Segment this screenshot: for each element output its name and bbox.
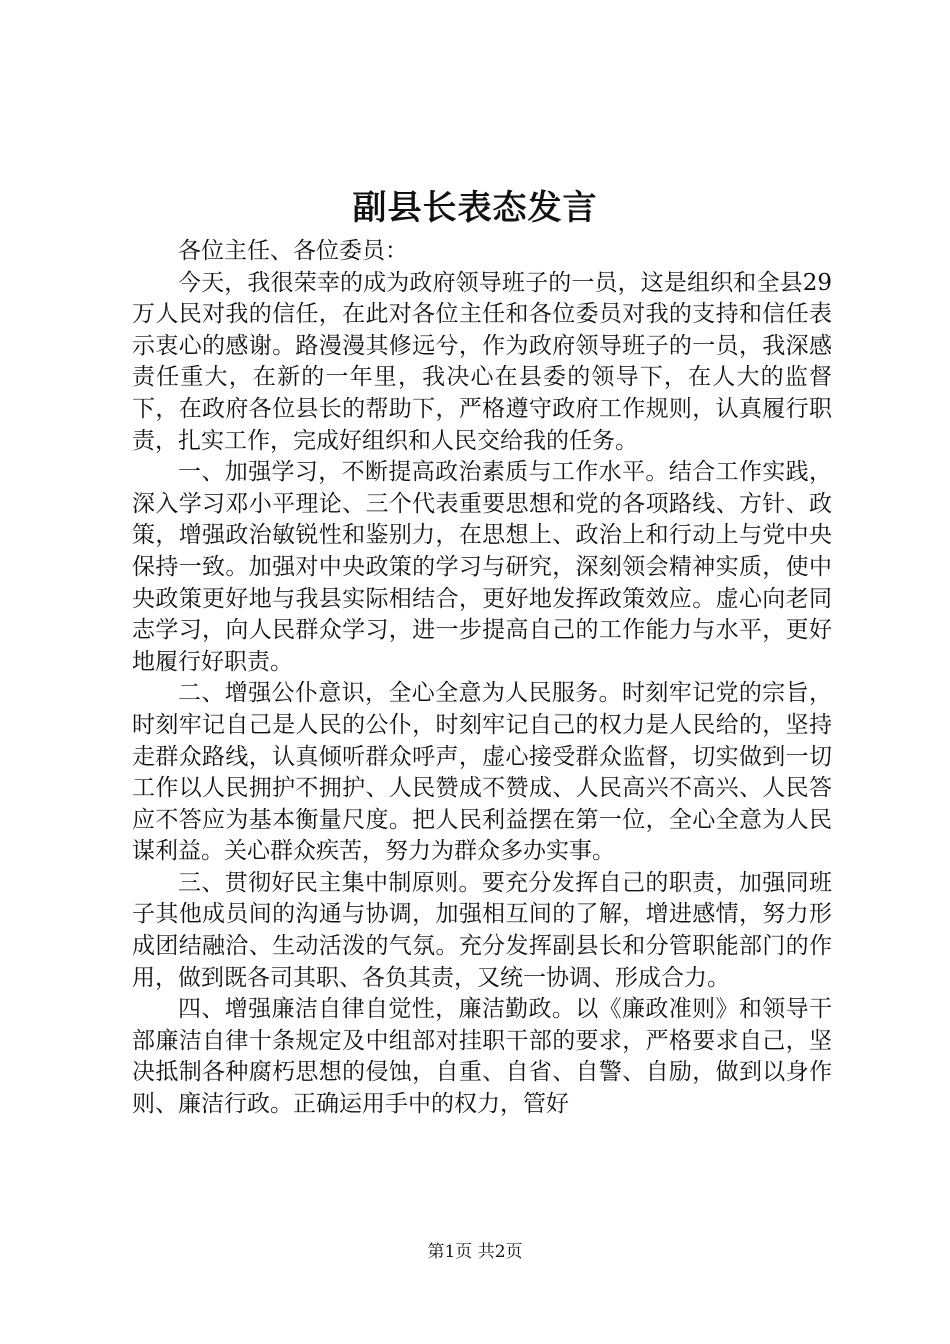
paragraph-intro: 今天，我很荣幸的成为政府领导班子的一员，这是组织和全县29万人民对我的信任，在此对各位主任和各位委员对我的支持和信任表示衷心的感谢。路漫漫其修远兮，作为政府领导班子的一员，我深感责任重大，在新的一年里，我决心在县委的领导下，在人大的监督下，在政府各位县长的帮助下，严格遵守政府工作规则，认真履行职责，扎实工作，完成好组织和人民交给我的任务。: [132, 269, 832, 454]
paragraph-section-3: 三、贯彻好民主集中制原则。要充分发挥自己的职责，加强同班子其他成员间的沟通与协调，加强相互间的了解，增进感情，努力形成团结融洽、生动活泼的气氛。充分发挥副县长和分管职能部门的作用，做到既各司其职、各负其责，又统一协调、形成合力。: [132, 869, 832, 991]
document-body: [132, 236, 832, 1121]
page-number-footer: 第1页 共2页: [427, 1242, 523, 1262]
paragraph-section-1: 一、加强学习，不断提高政治素质与工作水平。结合工作实践，深入学习邓小平理论、三个代表重要思想和党的各项路线、方针、政策，增强政治敏锐性和鉴别力，在思想上、政治上和行动上与党中央保持一致。加强对中央政策的学习与研究，深刻领会精神实质，使中央政策更好地与我县实际相结合，更好地发挥政策效应。虚心向老同志学习，向人民群众学习，进一步提高自己的工作能力与水平，更好地履行好职责。: [132, 459, 832, 675]
page-title: 副县长表态发言: [352, 188, 598, 228]
salutation: 各位主任、各位委员：: [178, 238, 408, 264]
paragraph-section-4: 四、增强廉洁自律自觉性，廉洁勤政。以《廉政准则》和领导干部廉洁自律十条规定及中组部对挂职干部的要求，严格要求自己，坚决抵制各种腐朽思想的侵蚀，自重、自省、自警、自励，做到以身作则、廉洁行政。正确运用手中的权力，管好: [132, 996, 832, 1118]
paragraph-section-2: 二、增强公仆意识，全心全意为人民服务。时刻牢记党的宗旨，时刻牢记自己是人民的公仆，时刻牢记自己的权力是人民给的，坚持走群众路线，认真倾听群众呼声，虚心接受群众监督，切实做到一切工作以人民拥护不拥护、人民赞成不赞成、人民高兴不高兴、人民答应不答应为基本衡量尺度。把人民利益摆在第一位，全心全意为人民谋利益。关心群众疾苦，努力为群众多办实事。: [132, 680, 832, 865]
